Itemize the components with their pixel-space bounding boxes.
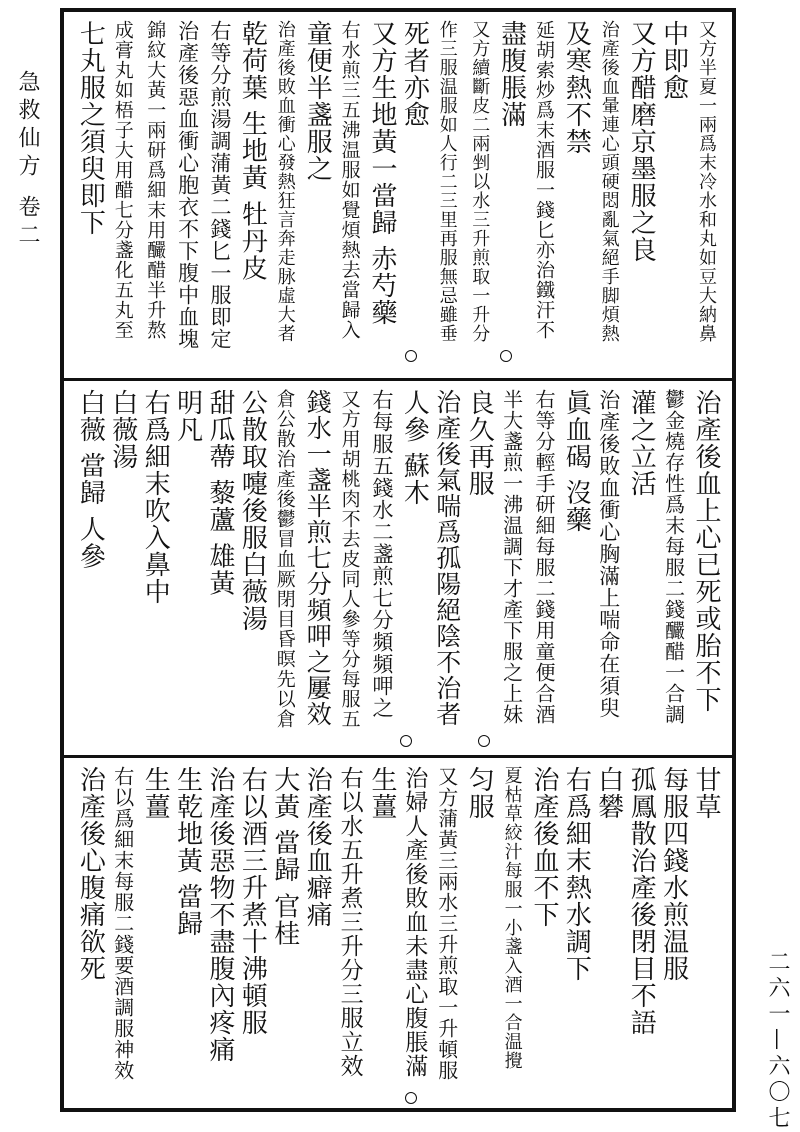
text-column: 治婦人產後敗血未盡心腹脹滿	[401, 766, 428, 1078]
text-column: 治產後血暈連心頭硬悶亂氣絕手脚煩熱	[598, 20, 620, 343]
text-column: 良久再服	[464, 389, 495, 497]
text-column: 白礬	[593, 766, 624, 820]
text-column: 治產後血上心已死或胎不下	[690, 389, 721, 713]
text-column: 又方半夏一兩爲末冷水和丸如豆大納鼻	[695, 20, 717, 343]
text-column: 作三服温服如人行二三里再服無忌雖垂	[436, 20, 458, 343]
text-column: 甜瓜蔕 藜蘆 雄黃	[204, 389, 235, 597]
circle-marker	[400, 735, 412, 747]
text-column: 延胡索炒爲末酒服一錢匕亦治鐵汗不	[532, 20, 555, 340]
page-frame	[60, 8, 736, 1112]
margin-page-number: 二六一—六〇七	[765, 950, 790, 1132]
text-column: 七丸服之須臾即下	[75, 20, 106, 236]
text-column: 治產後心腹痛欲死	[75, 766, 106, 982]
text-column: 右等分輕手研細每服二錢用童便合酒	[531, 389, 556, 725]
text-column: 右以爲細末每服二錢要酒調服神效	[110, 766, 135, 1081]
text-column: 右以酒三升煮十沸頓服	[237, 766, 268, 1036]
text-column: 又方生地黃一當歸 赤芍藥	[366, 20, 397, 327]
text-column: 治產後敗血衝心胸滿上喘命在須臾	[596, 389, 621, 719]
text-column: 鬱金燒存性爲末每服二錢釅醋一合調	[661, 389, 686, 725]
circle-marker	[500, 350, 512, 362]
text-column: 錦紋大黃一兩研爲細末用釅醋半升熬	[144, 20, 167, 340]
text-column: 白薇湯	[107, 389, 138, 470]
text-column: 公散取嚏後服白薇湯	[237, 389, 268, 632]
circle-marker	[405, 1092, 417, 1104]
text-column: 孤鳳散治產後閉目不語	[626, 766, 657, 1036]
text-column: 眞血碣 沒藥	[561, 389, 592, 534]
text-column: 匀服	[464, 766, 495, 820]
text-column: 人參 蘇木	[399, 389, 430, 507]
text-column: 及寒熱不禁	[561, 20, 592, 155]
text-column: 右爲細末熱水調下	[561, 766, 592, 982]
circle-marker	[405, 350, 417, 362]
text-column: 明凡	[172, 389, 203, 443]
text-column: 白薇 當歸 人參	[75, 389, 106, 570]
text-column: 右以水五升煮三升分三服立效	[336, 766, 363, 1078]
text-column: 生薑	[140, 766, 171, 820]
text-column: 倉公散治產後鬱冒血厥閉目昏暝先以倉	[273, 389, 296, 729]
text-column: 治產後氣喘爲孤陽絕陰不治者	[432, 389, 462, 727]
text-column: 又方續斷皮二兩剉以水三升煎取一升分	[469, 20, 491, 343]
text-column: 死者亦愈	[399, 20, 430, 128]
text-column: 治產後惡血衝心胞衣不下腹中血塊	[175, 20, 200, 350]
text-column: 成膏丸如梧子大用醋七分盞化五丸至	[111, 20, 134, 340]
text-column: 治產後血癖痛	[302, 766, 333, 928]
circle-marker	[478, 735, 490, 747]
text-column: 乾荷葉 生地黃 牡丹皮	[237, 20, 268, 282]
text-column: 大黃 當歸 官桂	[269, 766, 300, 947]
middle-band	[64, 381, 732, 755]
text-column: 童便半盞服之	[302, 20, 333, 182]
text-column: 夏枯草絞汁每服一小盞入酒一合温攪	[501, 766, 523, 1070]
text-column: 甘草	[690, 766, 721, 820]
lower-band	[64, 758, 732, 1108]
text-column: 生薑	[366, 766, 397, 820]
text-column: 右每服五錢水二盞煎七分頻頻呷之	[369, 389, 394, 719]
text-column: 中即愈	[658, 20, 689, 101]
text-column: 又方蒲黃三兩水三升煎取一升頓服	[434, 766, 459, 1081]
text-column: 右水煎三五沸温服如覺煩熱去當歸入	[338, 20, 361, 340]
text-column: 錢水一盞半煎七分頻呷之屢效	[303, 389, 333, 727]
margin-book-title: 急救仙方 卷二	[15, 70, 40, 251]
upper-band	[64, 12, 732, 378]
text-column: 盡腹脹滿	[496, 20, 527, 128]
text-column: 治產後惡物不盡腹內疼痛	[204, 766, 235, 1063]
text-column: 半大盞煎一沸温調下才產下服之上妹	[499, 389, 524, 725]
text-column: 生乾地黃 當歸	[172, 766, 203, 938]
text-column: 又方醋磨京墨服之良	[626, 20, 657, 263]
text-column: 每服四錢水煎温服	[658, 766, 689, 982]
text-column: 治產後血不下	[528, 766, 559, 928]
text-column: 右等分煎湯調蒲黃二錢匕一服即定	[207, 20, 232, 350]
text-column: 治產後敗血衝心發熱狂言奔走脉虛大者	[274, 20, 296, 343]
text-column: 又方用胡桃肉不去皮同人參等分每服五	[338, 389, 361, 729]
text-column: 右爲細末吹入鼻中	[140, 389, 171, 605]
text-column: 灌之立活	[626, 389, 657, 497]
